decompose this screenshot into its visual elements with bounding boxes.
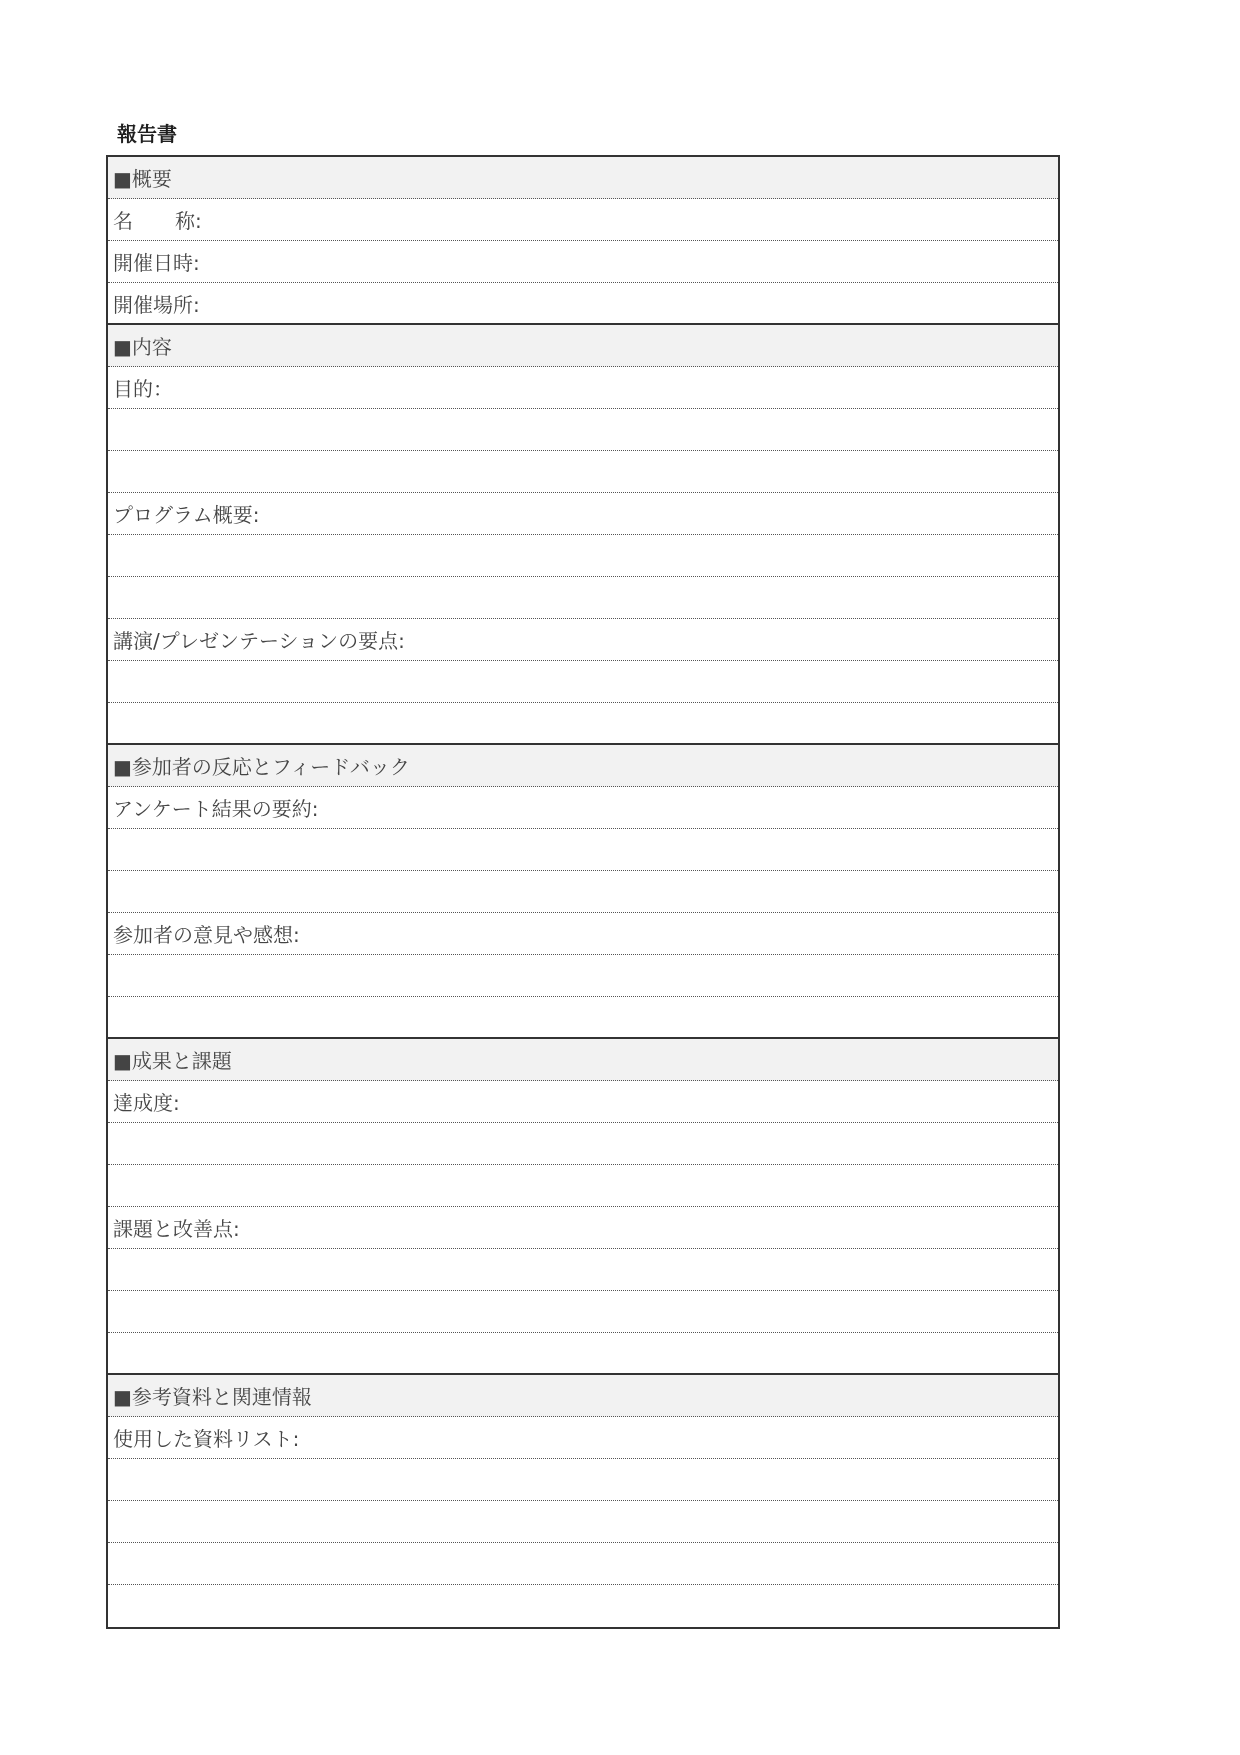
section-header-results: ■成果と課題 — [108, 1039, 1058, 1081]
name-label-part-2: 称: — [175, 209, 202, 233]
blank-line[interactable] — [108, 1291, 1058, 1333]
blank-line[interactable] — [108, 409, 1058, 451]
survey-field-row[interactable]: アンケート結果の要約: — [108, 787, 1058, 829]
blank-line[interactable] — [108, 1543, 1058, 1585]
blank-line[interactable] — [108, 1501, 1058, 1543]
blank-line[interactable] — [108, 1249, 1058, 1291]
document-title: 報告書 — [117, 122, 177, 146]
materials-field-row[interactable]: 使用した資料リスト: — [108, 1417, 1058, 1459]
blank-line[interactable] — [108, 871, 1058, 913]
venue-field-row[interactable]: 開催場所: — [108, 283, 1058, 325]
program-field-row[interactable]: プログラム概要: — [108, 493, 1058, 535]
achievement-field-row[interactable]: 達成度: — [108, 1081, 1058, 1123]
blank-line[interactable] — [108, 1459, 1058, 1501]
blank-line[interactable] — [108, 661, 1058, 703]
report-form — [106, 155, 1060, 1629]
blank-line[interactable] — [108, 955, 1058, 997]
date-field-row[interactable]: 開催日時: — [108, 241, 1058, 283]
section-header-content: ■内容 — [108, 325, 1058, 367]
blank-line[interactable] — [108, 535, 1058, 577]
blank-line[interactable] — [108, 997, 1058, 1039]
blank-line[interactable] — [108, 1585, 1058, 1627]
purpose-field-row[interactable]: 目的： — [108, 367, 1058, 409]
blank-line[interactable] — [108, 1333, 1058, 1375]
blank-line[interactable] — [108, 577, 1058, 619]
blank-line[interactable] — [108, 829, 1058, 871]
lecture-field-row[interactable]: 講演/プレゼンテーションの要点: — [108, 619, 1058, 661]
blank-line[interactable] — [108, 703, 1058, 745]
section-header-references: ■参考資料と関連情報 — [108, 1375, 1058, 1417]
blank-line[interactable] — [108, 1165, 1058, 1207]
blank-line[interactable] — [108, 1123, 1058, 1165]
opinions-field-row[interactable]: 参加者の意見や感想: — [108, 913, 1058, 955]
blank-line[interactable] — [108, 451, 1058, 493]
section-header-feedback: ■参加者の反応とフィードバック — [108, 745, 1058, 787]
name-label-part-1: 名 — [113, 209, 133, 233]
issues-field-row[interactable]: 課題と改善点: — [108, 1207, 1058, 1249]
name-field-row[interactable] — [108, 199, 1058, 241]
section-header-overview: ■概要 — [108, 157, 1058, 199]
